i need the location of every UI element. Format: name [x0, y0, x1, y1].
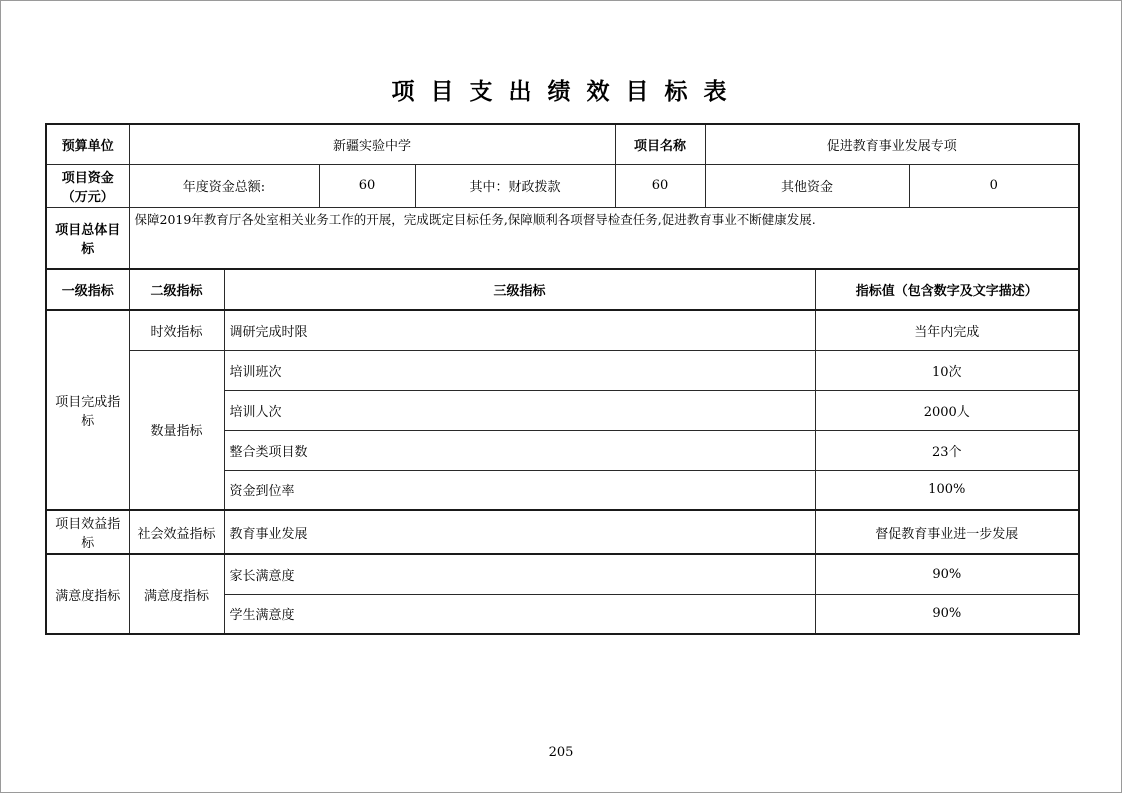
indicator-name: 调研完成时限 [224, 310, 815, 350]
annual-total-value: 60 [319, 164, 415, 207]
annual-total-label: 年度资金总额: [129, 164, 319, 207]
budget-unit-label: 预算单位 [46, 124, 129, 164]
indicator-name: 教育事业发展 [224, 510, 815, 554]
other-funds-label: 其他资金 [705, 164, 909, 207]
table-row-overall-goal [46, 207, 1079, 269]
budget-unit-value: 新疆实验中学 [129, 124, 615, 164]
fiscal-allocation-label: 其中：财政拨款 [415, 164, 615, 207]
table-row-indicator [46, 350, 1079, 390]
header-level3: 三级指标 [224, 269, 815, 310]
level2-satisfaction: 满意度指标 [129, 554, 224, 634]
other-funds-value: 0 [909, 164, 1079, 207]
indicator-name: 整合类项目数 [224, 430, 815, 470]
indicator-name: 学生满意度 [224, 594, 815, 634]
header-level1: 一级指标 [46, 269, 129, 310]
indicator-name: 培训班次 [224, 350, 815, 390]
indicator-value: 100% [815, 470, 1079, 510]
indicator-value: 23个 [815, 430, 1079, 470]
level1-satisfaction: 满意度指标 [46, 554, 129, 634]
table-row-indicator-header [46, 269, 1079, 310]
page-title: 项 目 支 出 绩 效 目 标 表 [391, 78, 731, 105]
level1-benefit: 项目效益指标 [46, 510, 129, 554]
header-value: 指标值（包含数字及文字描述） [815, 269, 1079, 310]
level2-quantity: 数量指标 [129, 350, 224, 510]
header-level2: 二级指标 [129, 269, 224, 310]
performance-target-table [45, 123, 1080, 635]
indicator-name: 资金到位率 [224, 470, 815, 510]
table-row-project-funds [46, 164, 1079, 207]
overall-goal-text: 保障2019年教育厅各处室相关业务工作的开展，完成既定目标任务,保障顺利各项督导检查任务,促进教育事业不断健康发展. [129, 207, 1079, 269]
level2-timeliness: 时效指标 [129, 310, 224, 350]
table-row-budget-unit [46, 124, 1079, 164]
indicator-value: 10次 [815, 350, 1079, 390]
level2-social-benefit: 社会效益指标 [129, 510, 224, 554]
page-number: 205 [548, 745, 574, 760]
overall-goal-label: 项目总体目标 [46, 207, 129, 269]
indicator-value: 督促教育事业进一步发展 [815, 510, 1079, 554]
indicator-value: 2000人 [815, 390, 1079, 430]
table-row-indicator [46, 510, 1079, 554]
indicator-value: 90% [815, 594, 1079, 634]
project-name-value: 促进教育事业发展专项 [705, 124, 1079, 164]
funds-label: 项目资金（万元） [46, 164, 129, 207]
indicator-value: 当年内完成 [815, 310, 1079, 350]
indicator-value: 90% [815, 554, 1079, 594]
fiscal-allocation-value: 60 [615, 164, 705, 207]
table-row-indicator [46, 310, 1079, 350]
indicator-name: 家长满意度 [224, 554, 815, 594]
level1-completion: 项目完成指标 [46, 310, 129, 510]
indicator-name: 培训人次 [224, 390, 815, 430]
table-row-indicator [46, 554, 1079, 594]
project-name-label: 项目名称 [615, 124, 705, 164]
